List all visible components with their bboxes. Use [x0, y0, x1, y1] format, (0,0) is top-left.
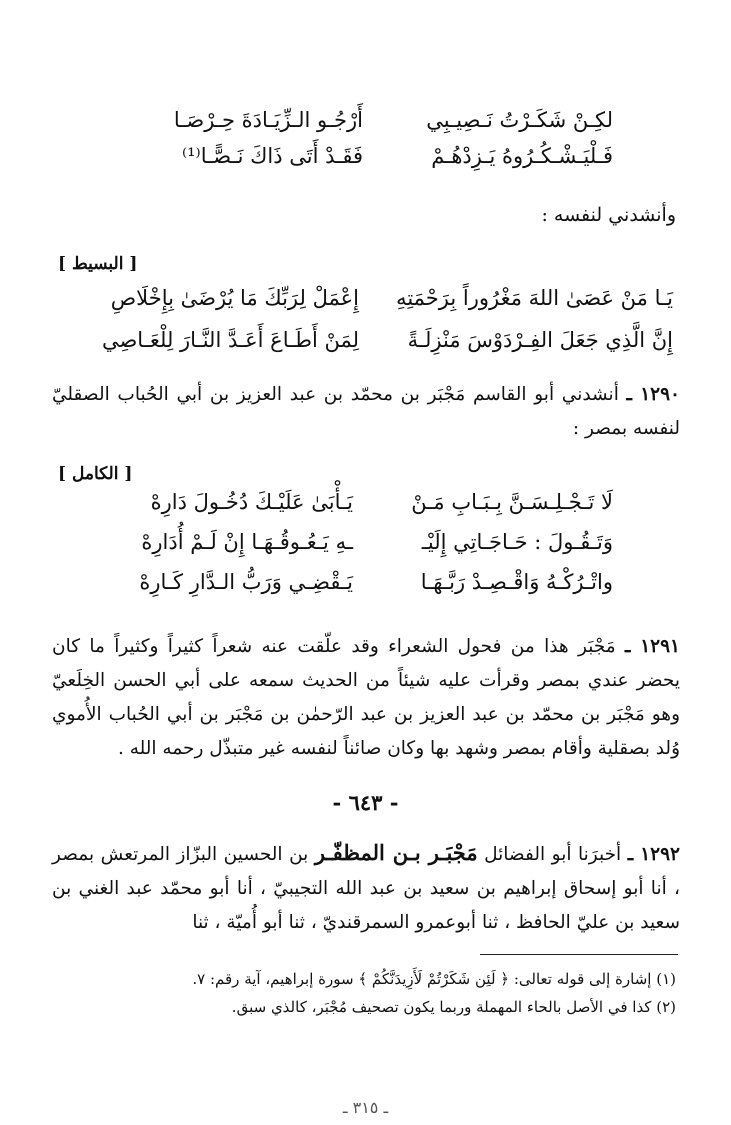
paragraph-1291 [52, 630, 680, 766]
page-marker: - ٦٤٣ - [332, 790, 399, 815]
page-number: ـ ٣١٥ ـ [342, 1098, 389, 1117]
verse-row [0, 328, 731, 368]
verse-right-hemistich: فَـلْيَـشْـكُـرُوهُ يَـزِدْهُـمْ [431, 144, 613, 168]
paragraph-1292 [52, 836, 680, 940]
footnote: (١) إشارة إلى قوله تعالى: ﴿ لَئِن شَكَرْتُمْ لَأَزِيدَنَّكُمْ ﴾ سورة إبراهيم، آية رقم: ٧. [192, 970, 676, 988]
verse-row [0, 144, 731, 184]
entry-text: أنشدني أبو القاسم مَجْبَر بن محمّد بن عبد العزيز بن أبي الحُباب الصقليّ لنفسه بمصر : [52, 384, 680, 439]
entry-number: ١٢٩١ ـ [624, 636, 680, 657]
verse-right-hemistich: واتْـرُكْـهُ وَاقْـصِـدْ رَبَّـهَـا [420, 570, 613, 594]
verse-left-hemistich: أَرْجُـو الـزِّيَـادَةَ حِـرْصَـا [173, 108, 363, 132]
verse-right-hemistich: وَتَـقُـولَ : حَـاجَـاتِي إِلَيْـ [421, 530, 613, 554]
verse-right-hemistich: لكِـنْ شَكَـرْتُ نَـصِيـبِي [426, 108, 613, 132]
verse-left-hemistich: ـهِ يَـعُـوقُـهَـا إِنْ لَـمْ أُدَارِهْ [141, 530, 353, 554]
entry-text: بن الحسين البزّاز المرتعش بمصر ، أنا أبو إسحاق إبراهيم بن سعيد بن عبد الله التجيبيّ ، أنا أبو محمّد عبد الغني بن سعيد بن عليّ الحافظ ، ثنا أبوعمرو السمرقنديّ ، ثنا أبو أُميّة ، ثنا [52, 844, 680, 933]
verse-row [0, 490, 731, 530]
verse-left-hemistich: لِمَنْ أَطَـاعَ أَعَـدَّ النَّـارَ لِلْعَـاصِي [101, 328, 359, 352]
verse-right-hemistich: لَا تَـجْـلِـسَـنَّ بِـبَـابِ مَـنْ [411, 490, 613, 514]
highlighted-name: مَجْبَـر بـن المظفّـر [314, 840, 478, 865]
verse-left-hemistich: فَقَـدْ أَتَى ذَاكَ نَـصًّـا⁽¹⁾ [181, 144, 363, 168]
verse-left-hemistich: يَـقْضِـي وَرَبُّ الـدَّارِ كَـارِهْ [139, 570, 353, 594]
footnote-divider [480, 954, 678, 955]
entry-text: مَجْبَر هذا من فحول الشعراء وقد علّقت عنه شعراً كثيراً وكثيراً ما كان يحضر عندي بمصر وقرأت عليه شيئاً من الحديث سمعه على أبي الحسن الخِلَعيّ وهو مَجْبَر بن محمّد بن عبد العزيز بن عبد الرّحمٰن بن مَجْبَر بن أبي الحُباب الأُموي وُلد بصقلية وأقام بمصر وشهد بها وكان صائناً لنفسه غير متبذّل رحمه الله . [52, 636, 680, 759]
meter-label: [ البسيط ] [58, 254, 138, 274]
verse-left-hemistich: يَـأْبَىٰ عَلَيْـكَ دُخُـولَ دَارِهْ [150, 490, 353, 514]
verse-row [0, 570, 731, 610]
verse-row [0, 286, 731, 326]
verse-row [0, 108, 731, 148]
verse-row [0, 530, 731, 570]
footnote: (٢) كذا في الأصل بالحاء المهملة وربما يكون تصحيف مُجْبَر، كالذي سبق. [231, 998, 676, 1016]
intro-line: وأنشدني لنفسه : [541, 204, 676, 226]
entry-text: أخبرَنا أبو الفضائل [477, 844, 628, 865]
verse-right-hemistich: يَـا مَنْ عَصَىٰ اللهَ مَغْرُوراً بِرَحْمَتِهِ [396, 286, 673, 310]
verse-right-hemistich: إِنَّ الَّذِي جَعَلَ الفِـرْدَوْسَ مَنْزِلَـةً [407, 328, 673, 352]
entry-number: ١٢٩٠ ـ [626, 384, 680, 405]
verse-left-hemistich: إِعْمَلْ لِرَبِّكَ مَا يُرْضَىٰ بِإِخْلَاصِ [110, 286, 359, 310]
meter-label: [ الكامل ] [58, 464, 133, 484]
paragraph-1290 [52, 378, 680, 446]
entry-number: ١٢٩٢ ـ [627, 844, 680, 865]
